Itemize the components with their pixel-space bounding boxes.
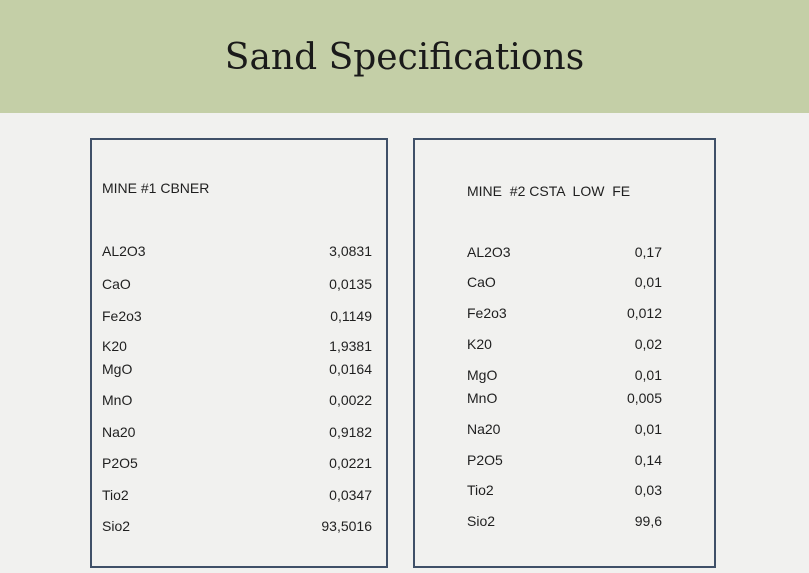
mine-2-row (415, 450, 714, 470)
compound-label: MnO (467, 390, 498, 406)
mine-1-row (92, 485, 386, 505)
compound-value: 0,14 (634, 452, 662, 468)
compound-value: 0,9182 (329, 424, 372, 440)
compound-label: Fe2o3 (467, 305, 507, 321)
mine-2-row (415, 388, 714, 408)
compound-value: 0,0164 (329, 361, 372, 377)
mine-1-row (92, 306, 386, 326)
compound-value: 93,5016 (321, 518, 372, 534)
compound-label: Tio2 (102, 487, 129, 503)
compound-label: P2O5 (467, 452, 503, 468)
mine-2-row (415, 272, 714, 292)
compound-label: MgO (102, 361, 133, 377)
mine-2-row (415, 242, 714, 262)
compound-value: 0,02 (634, 336, 662, 352)
mine-2-row (415, 419, 714, 439)
compound-value: 0,03 (634, 482, 662, 498)
page-title: Sand Specifications (224, 37, 585, 78)
mine-1-row (92, 336, 386, 356)
mine-1-row (92, 241, 386, 261)
compound-label: Na20 (102, 424, 136, 440)
title-banner (0, 0, 809, 113)
compound-label: CaO (102, 276, 131, 292)
compound-value: 0,0221 (329, 455, 372, 471)
compound-value: 0,0135 (329, 276, 372, 292)
compound-label: K20 (102, 338, 127, 354)
compound-value: 1,9381 (329, 338, 372, 354)
compound-value: 99,6 (634, 513, 662, 529)
compound-label: Tio2 (467, 482, 494, 498)
compound-value: 0,01 (634, 367, 662, 383)
mine-2-row (415, 365, 714, 385)
compound-label: CaO (467, 274, 496, 290)
compound-label: Sio2 (467, 513, 496, 529)
compound-value: 0,17 (634, 244, 662, 260)
mine-2-row (415, 303, 714, 323)
compound-value: 0,0347 (329, 487, 372, 503)
compound-label: AL2O3 (102, 243, 146, 259)
compound-value: 0,012 (626, 305, 662, 321)
mine-1-row (92, 359, 386, 379)
mine-1-row (92, 453, 386, 473)
compound-value: 0,0022 (329, 392, 372, 408)
compound-label: MnO (102, 392, 133, 408)
mine-2-row (415, 511, 714, 531)
compound-label: Fe2o3 (102, 308, 142, 324)
mine-2-panel (413, 138, 716, 568)
mine-2-row (415, 334, 714, 354)
mine-1-row (92, 422, 386, 442)
mine-1-panel (90, 138, 388, 568)
mine-1-row (92, 390, 386, 410)
compound-label: Na20 (467, 421, 501, 437)
mine-2-title: MINE #2 CSTA LOW FE (467, 183, 631, 199)
mine-2-row (415, 480, 714, 500)
compound-value: 3,0831 (329, 243, 372, 259)
compound-value: 0,1149 (330, 308, 372, 324)
compound-value: 0,01 (634, 274, 662, 290)
compound-label: Sio2 (102, 518, 131, 534)
compound-value: 0,005 (626, 390, 662, 406)
compound-label: MgO (467, 367, 498, 383)
compound-value: 0,01 (634, 421, 662, 437)
compound-label: K20 (467, 336, 492, 352)
mine-1-row (92, 274, 386, 294)
mine-1-title: MINE #1 CBNER (102, 180, 210, 196)
mine-1-row (92, 516, 386, 536)
compound-label: P2O5 (102, 455, 138, 471)
compound-label: AL2O3 (467, 244, 511, 260)
